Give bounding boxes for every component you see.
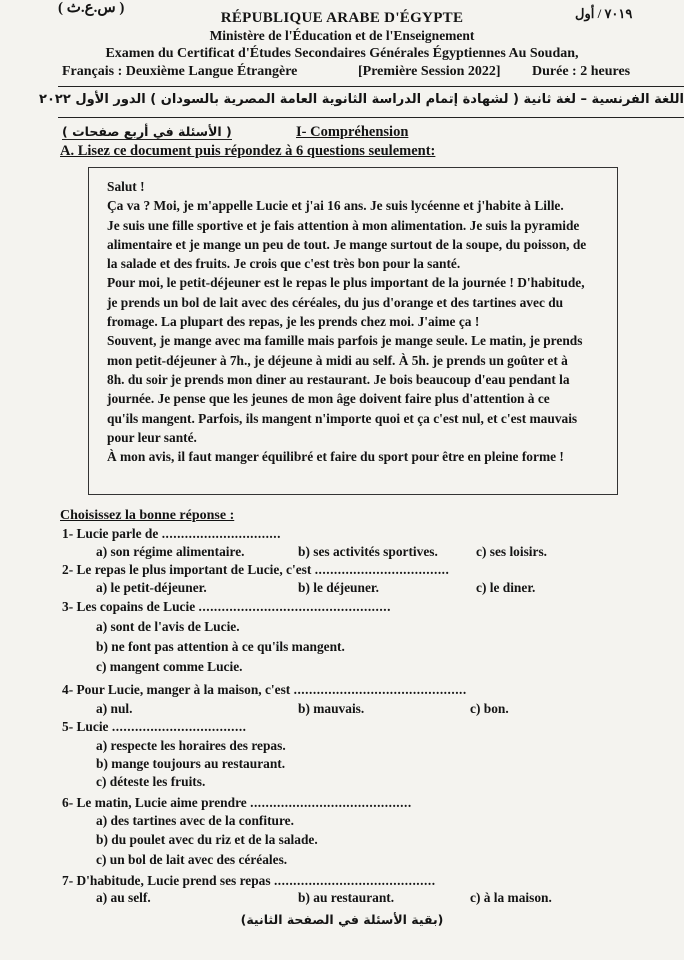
text-line: Pour moi, le petit-déjeuner est le repas le plus important de la journée ! D'habitude, <box>107 275 585 291</box>
header-divider <box>58 86 684 87</box>
q6-option-a[interactable]: a) des tartines avec de la confiture. <box>96 813 294 828</box>
text-line: pour leur santé. <box>107 429 197 445</box>
q5-option-a[interactable]: a) respecte les horaires des repas. <box>96 738 286 753</box>
text-line: alimentaire et je mange un peu de tout. Je mange surtout de la soupe, du poisson, de <box>107 236 587 252</box>
q4-option-c[interactable]: c) bon. <box>470 701 509 716</box>
exam-code-left: ( س.ع.ث ) <box>58 0 125 16</box>
question-4 <box>62 682 467 698</box>
text-line: À mon avis, il faut manger équilibré et faire du sport pour être en pleine forme ! <box>107 449 564 465</box>
question-text: 5- Lucie <box>62 719 109 734</box>
text-line: la salade et des fruits. Je crois que c'est très bon pour la santé. <box>107 256 461 272</box>
q4-option-a[interactable]: a) nul. <box>96 701 133 716</box>
reading-instruction: A. Lisez ce document puis répondez à 6 questions seulement: <box>60 143 436 159</box>
answer-blank: .......................................... <box>273 873 436 888</box>
question-text: 2- Le repas le plus important de Lucie, c'est <box>62 562 312 577</box>
q3-option-c[interactable]: c) mangent comme Lucie. <box>96 659 243 674</box>
q7-option-c[interactable]: c) à la maison. <box>470 890 552 905</box>
question-text: 1- Lucie parle de <box>62 526 159 541</box>
question-2 <box>62 562 449 578</box>
duration-label: Durée : 2 heures <box>532 64 631 79</box>
q7-option-b[interactable]: b) au restaurant. <box>298 890 395 905</box>
exam-code-right: ٧٠١٩ / أول <box>575 6 633 21</box>
subject-label: Français : Deuxième Langue Étrangère <box>62 64 298 79</box>
text-line: qu'ils mangent. Parfois, ils mangent n'importe quoi et ça c'est nul, et c'est mauvais <box>107 410 578 426</box>
header-divider-2 <box>58 117 684 118</box>
text-line: fromage. La plupart des repas, je les prends chez moi. J'aime ça ! <box>107 314 480 330</box>
question-text: 7- D'habitude, Lucie prend ses repas <box>62 873 271 888</box>
q1-option-b[interactable]: b) ses activités sportives. <box>298 544 438 559</box>
text-line: journée. Je pense que les jeunes de mon âge doivent faire plus d'attention à ce <box>107 391 550 407</box>
question-7 <box>62 873 436 889</box>
q2-option-c[interactable]: c) le diner. <box>476 580 536 595</box>
q3-option-b[interactable]: b) ne font pas attention à ce qu'ils mangent. <box>96 639 345 654</box>
text-line: mon petit-déjeuner à 7h., je déjeune à midi au self. À 5h. je prends un goûter et à <box>107 352 568 368</box>
question-text: 4- Pour Lucie, manger à la maison, c'est <box>62 682 291 697</box>
q5-option-b[interactable]: b) mange toujours au restaurant. <box>96 756 286 771</box>
arabic-header-line: اللغة الفرنسية – لغة ثانية ( لشهادة إتمام الدراسة الثانوية العامة المصرية بالسودان ) الدور الأول ٢٠٢٢ <box>39 92 684 107</box>
text-line: je prends un bol de lait avec des céréales, du jus d'orange et des tartines avec du <box>107 294 564 310</box>
reading-text-box <box>88 167 618 495</box>
answer-blank: ................................... <box>111 719 247 734</box>
session-label: [Première Session 2022] <box>358 64 501 79</box>
q5-option-c[interactable]: c) déteste les fruits. <box>96 774 206 789</box>
q6-option-b[interactable]: b) du poulet avec du riz et de la salade. <box>96 832 318 847</box>
q6-option-c[interactable]: c) un bol de lait avec des céréales. <box>96 852 288 867</box>
q4-option-b[interactable]: b) mauvais. <box>298 701 365 716</box>
question-6 <box>62 795 412 811</box>
q7-option-a[interactable]: a) au self. <box>96 890 151 905</box>
ministry-line: Ministère de l'Éducation et de l'Enseignement <box>209 28 475 43</box>
question-text: 6- Le matin, Lucie aime prendre <box>62 795 247 810</box>
q1-option-a[interactable]: a) son régime alimentaire. <box>96 544 245 559</box>
text-line: Salut ! <box>107 179 145 194</box>
exam-line: Examen du Certificat d'Études Secondaires Générales Égyptiennes Au Soudan, <box>105 46 579 61</box>
q3-option-a[interactable]: a) sont de l'avis de Lucie. <box>96 619 240 634</box>
text-line: Ça va ? Moi, je m'appelle Lucie et j'ai 16 ans. Je suis lycéenne et j'habite à Lille. <box>107 198 564 214</box>
q1-option-c[interactable]: c) ses loisirs. <box>476 544 548 559</box>
answer-blank: ................................... <box>314 562 450 577</box>
subject-line <box>62 64 682 80</box>
answer-blank: .......................................... <box>250 795 412 810</box>
questions-title: Choisissez la bonne réponse : <box>60 508 235 523</box>
answer-blank: ............................... <box>161 526 281 541</box>
republic-title: RÉPUBLIQUE ARABE D'ÉGYPTE <box>220 10 464 26</box>
text-line: 8h. du soir je prends mon diner au restaurant. Je bois beaucoup d'eau pendant la <box>107 371 570 387</box>
q2-option-a[interactable]: a) le petit-déjeuner. <box>96 580 207 595</box>
text-line: Souvent, je mange avec ma famille mais parfois je mange seule. Le matin, je prends <box>107 333 583 349</box>
text-line: Je suis une fille sportive et je fais attention à mon alimentation. Je suis la pyramide <box>107 217 580 233</box>
question-text: 3- Les copains de Lucie <box>62 599 196 614</box>
page-count-note: ( الأسئلة في أربع صفحات ) <box>62 124 232 139</box>
q2-option-b[interactable]: b) le déjeuner. <box>298 580 379 595</box>
answer-blank: ............................................. <box>293 682 467 697</box>
continue-note: (بقية الأسئلة في الصفحة الثانية) <box>240 912 444 927</box>
section-title: I- Compréhension <box>296 124 409 140</box>
question-1 <box>62 526 281 542</box>
question-3 <box>62 599 391 615</box>
question-5 <box>62 719 247 735</box>
answer-blank: .................................................. <box>198 599 391 614</box>
